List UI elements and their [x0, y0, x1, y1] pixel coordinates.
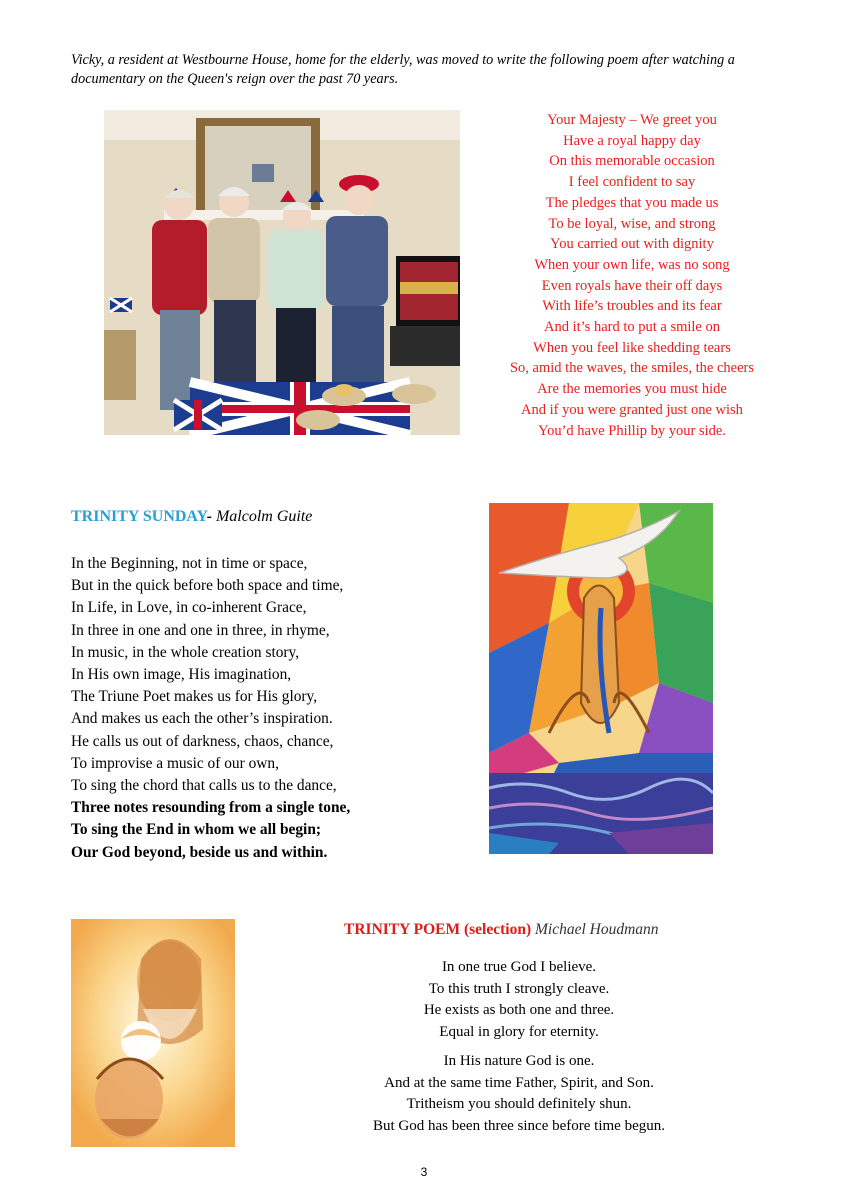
poem-line: When you feel like shedding tears: [533, 339, 731, 356]
poem-line: On this memorable occasion: [549, 153, 715, 170]
trinity-poem-author: Michael Houdmann: [531, 921, 659, 938]
trinity-poem: [340, 957, 698, 1145]
poem-line: Have a royal happy day: [563, 132, 701, 149]
poem-line: In Life, in Love, in co-inherent Grace,: [71, 599, 307, 617]
poem-line: So, amid the waves, the smiles, the cheers: [509, 360, 755, 377]
stained-glass-dove-artwork: [489, 503, 713, 854]
poem-line: But in the quick before both space and time,: [71, 577, 344, 595]
poem-line: And makes us each the other’s inspiration.: [71, 710, 333, 728]
trinity-sunday-author: Malcolm Guite: [211, 508, 313, 525]
poem-line: To improvise a music of our own,: [71, 754, 279, 772]
trinity-poem-heading: [344, 920, 659, 940]
poem-line: With life’s troubles and its fear: [542, 298, 722, 315]
trinity-sunday-heading: [71, 507, 312, 527]
poem-line: In music, in the whole creation story,: [71, 643, 300, 661]
title-separator: -: [206, 508, 212, 525]
trinity-sunday-poem: [71, 553, 471, 864]
poem-line: In the Beginning, not in time or space,: [71, 555, 308, 572]
poem-line: He exists as both one and three.: [423, 1002, 615, 1018]
poem-line: And it’s hard to put a smile on: [544, 319, 720, 336]
poem-line: Even royals have their off days: [541, 277, 723, 294]
poem-line: I feel confident to say: [568, 174, 696, 191]
intro-paragraph: Vicky, a resident at Westbourne House, home for the elderly, was moved to write the following poem after watching a documentary on the Queen's reign over the past 70 years.: [71, 52, 735, 87]
poem-line: And at the same time Father, Spirit, and Son.: [384, 1074, 654, 1091]
poem-line: Tritheism you should definitely shun.: [406, 1096, 632, 1112]
trinity-sunday-title: TRINITY SUNDAY: [71, 508, 207, 525]
poem-line: Are the memories you must hide: [537, 381, 727, 398]
poem-line: In His own image, His imagination,: [71, 666, 292, 684]
residents-jubilee-photo: [104, 110, 460, 435]
poem-line: But God has been three since before time begun.: [373, 1117, 665, 1134]
poem-line: Your Majesty – We greet you: [547, 112, 717, 128]
poem-line: You carried out with dignity: [550, 236, 714, 253]
poem-line: To sing the End in whom we all begin;: [71, 821, 322, 839]
poem-line: To be loyal, wise, and strong: [548, 215, 716, 232]
poem-line: In His nature God is one.: [443, 1053, 595, 1069]
poem-line: To sing the chord that calls us to the dance,: [71, 777, 337, 795]
poem-line: Three notes resounding from a single tone,: [71, 799, 351, 817]
poem-line: In one true God I believe.: [441, 959, 597, 975]
trinity-faces-artwork: [71, 919, 235, 1147]
poem-line: The pledges that you made us: [545, 194, 719, 211]
poem-line: You’d have Phillip by your side.: [538, 422, 726, 439]
poem-line: When your own life, was no song: [534, 256, 730, 273]
trinity-poem-stanza-2: [340, 1051, 698, 1137]
poem-line: The Triune Poet makes us for His glory,: [71, 688, 318, 706]
poem-line: And if you were granted just one wish: [521, 401, 743, 418]
poem-line: Our God beyond, beside us and within.: [71, 843, 328, 861]
poem-line: To this truth I strongly cleave.: [428, 980, 610, 997]
poem-line: In three in one and one in three, in rhyme,: [71, 621, 330, 639]
poem-line: Equal in glory for eternity.: [439, 1023, 599, 1040]
trinity-poem-stanza-1: [340, 957, 698, 1043]
page-number: 3: [420, 1165, 428, 1179]
poem-line: He calls us out of darkness, chaos, chance,: [71, 732, 334, 750]
jubilee-poem: [492, 110, 772, 441]
trinity-poem-title: TRINITY POEM (selection): [344, 921, 532, 938]
